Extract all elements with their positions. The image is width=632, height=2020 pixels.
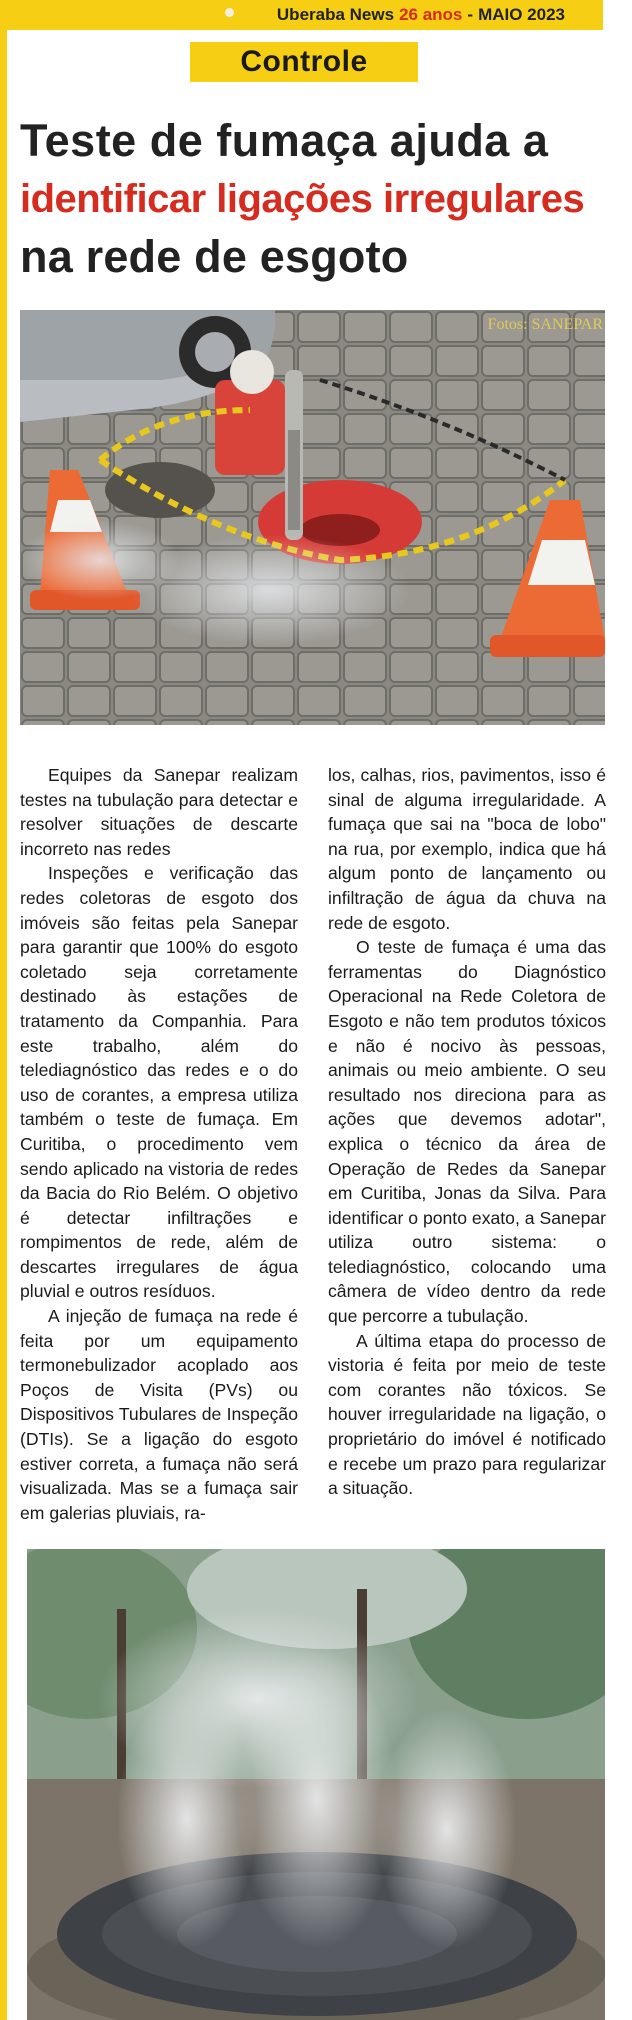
column2-paragraph-1: los, calhas, rios, pavimentos, isso é sinal de alguma irregularidade. A fumaça que sai na "boca de lobo" na rua, por exemplo, indica que há algum ponto de lançamento ou infiltração de água da chuva na rede de esgoto. — [328, 765, 606, 933]
article-column-2 — [328, 763, 606, 1501]
photo-smoke-test-equipment — [20, 310, 605, 725]
headline-line-1: Teste de fumaça ajuda a — [20, 115, 549, 166]
photo-credit: Fotos: SANEPAR — [487, 316, 603, 333]
column2-paragraph-3: A última etapa do processo de vistoria é feita por meio de teste com corantes não tóxicos. Se houver irregularidade na ligação, o proprietário do imóvel é notificado e recebe um prazo para regularizar a situação. — [328, 1330, 606, 1499]
masthead-separator: - — [467, 5, 474, 24]
smoke-equipment-illustration — [20, 310, 605, 725]
edition-date: MAIO 2023 — [478, 5, 565, 24]
section-label: Controle — [190, 42, 418, 82]
column1-paragraph-1: Equipes da Sanepar realizam testes na tubulação para detectar e resolver situações de descarte incorreto nas redes — [20, 765, 298, 859]
headline-line-3: na rede de esgoto — [20, 231, 409, 282]
accent-side-bar — [0, 0, 7, 2020]
masthead — [7, 0, 603, 30]
headline — [20, 112, 610, 286]
publication-name: Uberaba News — [276, 5, 395, 24]
masthead-dot-icon — [225, 8, 234, 17]
photo-smoke-from-manhole — [27, 1549, 605, 2020]
article-column-1 — [20, 763, 298, 1525]
column2-paragraph-2: O teste de fumaça é uma das ferramentas do Diagnóstico Operacional na Rede Coletora de Esgoto e não tem produtos tóxicos e não é nocivo às pessoas, animais ou meio ambiente. O seu resultado nos direciona para as ações que devemos adotar", explica o técnico da área de Operação de Redes da Sanepar em Curitiba, Jonas da Silva. Para identificar o ponto exato, a Sanepar utiliza outro sistema: o telediagnóstico, colocando uma câmera de vídeo dentro da rede que percorre a tubulação. — [328, 937, 606, 1327]
headline-line-2: identificar ligações irregulares — [20, 177, 585, 221]
manhole-smoke-illustration — [27, 1549, 605, 2020]
column1-paragraph-3: A injeção de fumaça na rede é feita por um equipamento termonebulizador acoplado aos Poços de Visita (PVs) ou Dispositivos Tubulares de Inspeção (DTIs). Se a ligação do esgoto estiver correta, a fumaça não será visualizada. Mas se a fumaça sair em galerias pluviais, ra- — [20, 1306, 298, 1523]
anniversary-label: 26 anos — [399, 5, 463, 24]
column1-paragraph-2: Inspeções e verificação das redes coletoras de esgoto dos imóveis são feitas pela Sanepar para garantir que 100% do esgoto coletado seja corretamente destinado às estações de tratamento da Companhia. Para este trabalho, além do telediagnóstico das redes e o do uso de corantes, a empresa utiliza também o teste de fumaça. Em Curitiba, o procedimento vem sendo aplicado na vistoria de redes da Bacia do Rio Belém. O objetivo é detectar infiltrações e rompimentos de rede, além de descartes irregulares de água pluvial e outros resíduos. — [20, 863, 298, 1302]
